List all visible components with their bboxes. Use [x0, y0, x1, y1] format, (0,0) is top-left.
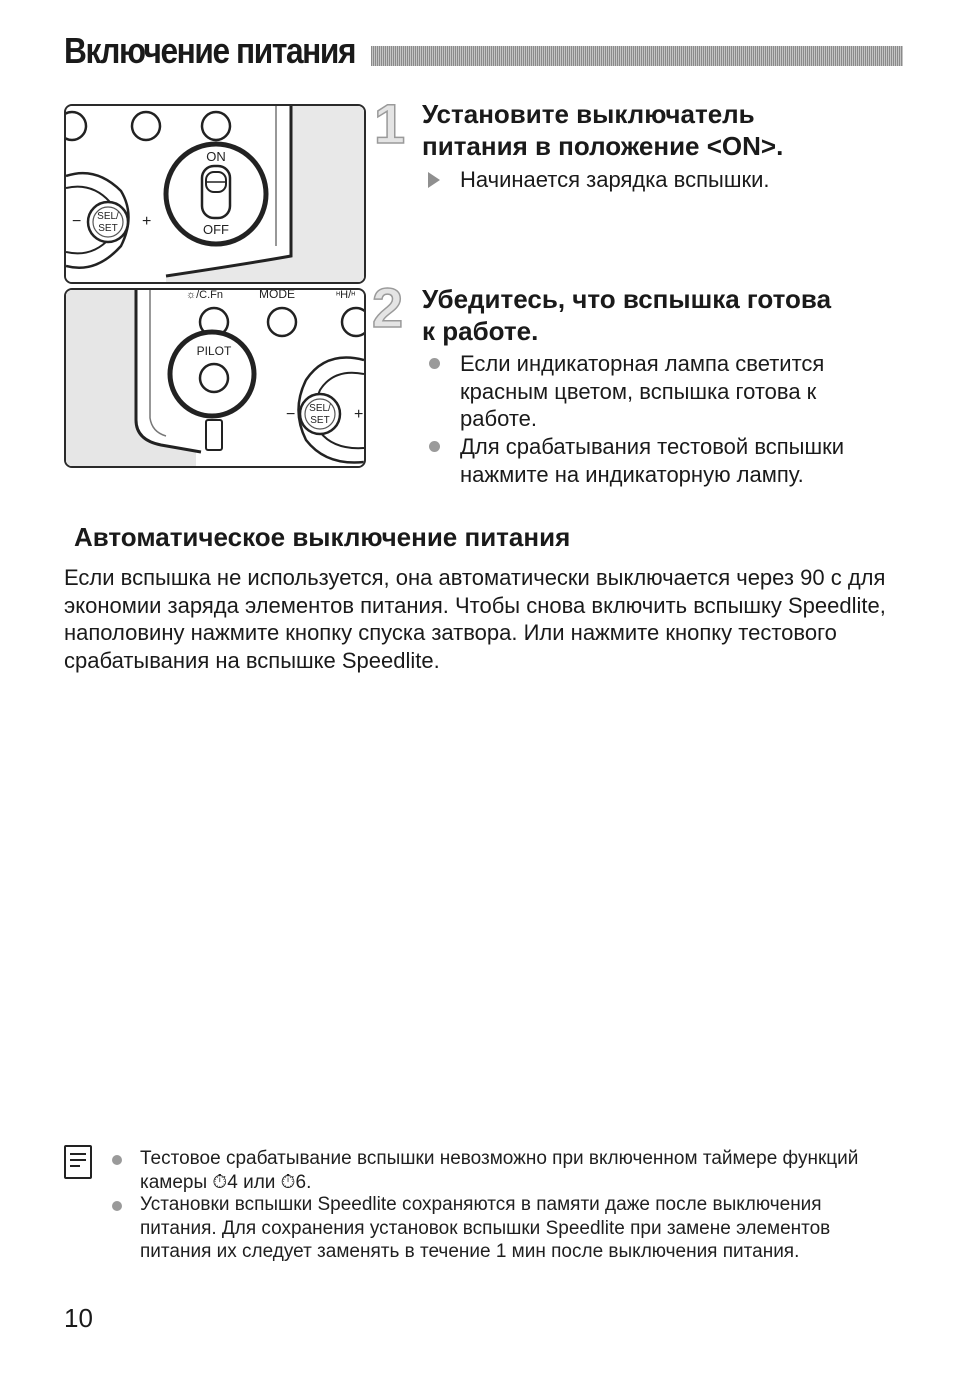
section-heading: Автоматическое выключение питания: [74, 522, 571, 552]
off-label: OFF: [203, 222, 229, 237]
step-number: 1: [374, 92, 406, 155]
pilot-lamp-illustration: [64, 288, 366, 468]
step-heading: [422, 283, 902, 347]
cfn-label: ☼/C.Fn: [186, 290, 223, 301]
bullet-icon: [112, 1155, 122, 1165]
bullet-icon: [429, 441, 440, 452]
on-label: ON: [206, 149, 226, 164]
step-heading-line: к работе.: [422, 316, 539, 346]
title-rule: [371, 46, 903, 66]
step-number: 2: [372, 276, 404, 339]
memo-icon: [64, 1145, 92, 1179]
sel-label: SEL/: [309, 403, 331, 414]
mode-label: MODE: [259, 290, 295, 301]
bullet-icon: [429, 358, 440, 369]
minus-label: −: [72, 213, 82, 230]
step-heading-line: питания в положение <ON>.: [422, 131, 784, 161]
step-result: Начинается зарядка вспышки.: [460, 167, 770, 192]
note-item: Тестовое срабатывание вспышки невозможно при включенном таймере функций камеры ⏱4 или ⏱6.: [140, 1148, 859, 1193]
power-switch-illustration: [64, 104, 366, 284]
step-heading: [422, 98, 892, 162]
pilot-lamp-button: [200, 364, 228, 392]
step-bullet: Если индикаторная лампа светится красным цветом, вспышка готова к работе.: [460, 351, 825, 431]
plus-label: +: [354, 406, 364, 423]
page-number: 10: [64, 1303, 93, 1333]
sel-label: SEL/: [97, 211, 119, 222]
set-label: SET: [310, 415, 330, 426]
plus-label: +: [142, 213, 152, 230]
result-arrow-icon: [428, 172, 440, 188]
page-title: Включение питания: [64, 30, 356, 71]
note-item: Установки вспышки Speedlite сохраняются в памяти даже после выключения питания. Для сохранения установок вспышки Speedlite при замене элементов питания их следует заменять в течение 1 мин после выключения питания.: [140, 1194, 831, 1262]
step-bullet: Для срабатывания тестовой вспышки нажмите на индикаторную лампу.: [460, 434, 845, 487]
set-label: SET: [98, 223, 118, 234]
pilot-label: PILOT: [196, 344, 232, 358]
bullet-icon: [112, 1201, 122, 1211]
section-text: Если вспышка не используется, она автоматически выключается через 90 с для экономии заряда элементов питания. Чтобы снова включить вспышку Speedlite, наполовину нажмите кнопку спуска затвора. Или нажмите кнопку тестового срабатывания на вспышке Speedlite.: [64, 565, 886, 673]
minus-label: −: [286, 406, 296, 423]
h-label: ᵸH/ᵸ: [336, 290, 356, 301]
step-heading-line: Убедитесь, что вспышка готова: [422, 284, 832, 314]
step-heading-line: Установите выключатель: [422, 99, 755, 129]
